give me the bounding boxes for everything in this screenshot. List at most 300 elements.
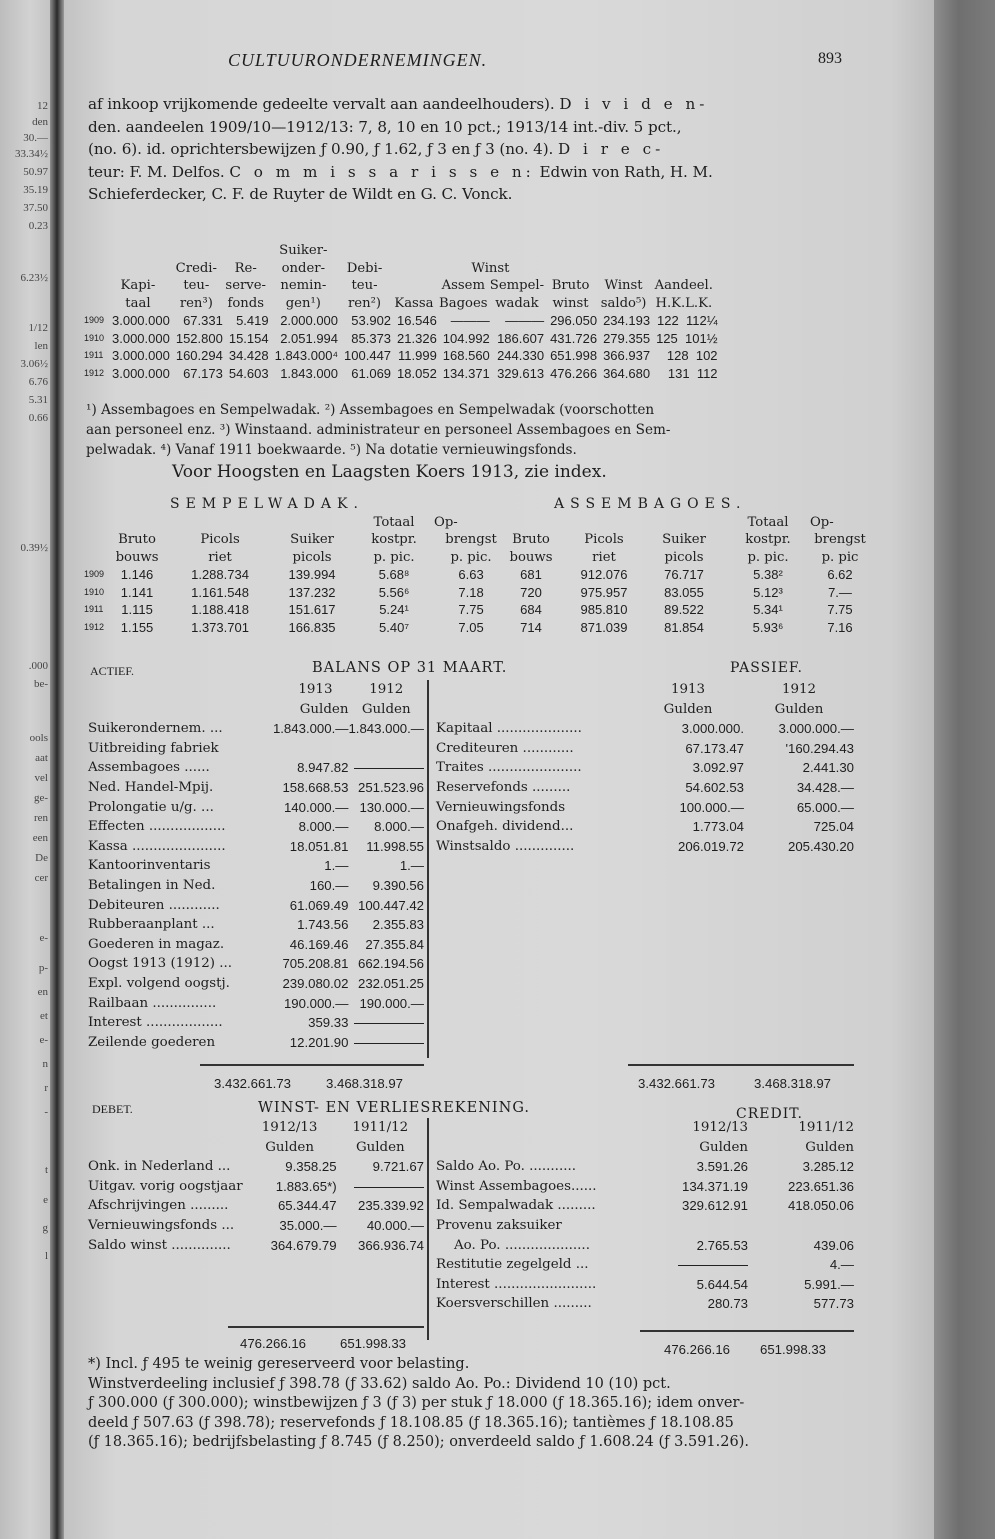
cell-kostpr: 5.93⁶ <box>752 619 784 635</box>
cell-kapitaal: 3.000.000 <box>112 365 170 381</box>
cell-suiker: 2.051.994 <box>280 330 339 346</box>
table-row <box>436 1196 854 1216</box>
table-row <box>496 566 870 584</box>
table-row <box>84 619 508 637</box>
row-label: Afschrijvingen ......... <box>88 1198 229 1214</box>
col-unit: Gulden <box>805 1139 854 1155</box>
row-label: Debiteuren ............ <box>88 897 220 913</box>
director-heading: D i r e c- <box>558 140 665 158</box>
col-year-2: 1911/12 <box>352 1120 409 1135</box>
col-header-ppic: p. pic. <box>373 549 415 565</box>
row-label: Kassa ...................... <box>88 838 226 854</box>
row-label: Vernieuwingsfonds ... <box>88 1217 235 1233</box>
cell-2: 577.73 <box>813 1296 854 1312</box>
col-header-ppic: p. pic. <box>450 549 492 565</box>
cell-reserve: 34.428 <box>228 348 269 363</box>
cell-laagste: 102 <box>695 348 718 363</box>
margin-fragment: 0.66 <box>28 412 48 424</box>
table-row <box>88 994 424 1014</box>
col-header-debiteuren: Debi- <box>346 260 383 276</box>
cell-assem: ——— <box>450 313 490 328</box>
col-header-totaal: Totaal <box>373 514 415 530</box>
cell-1913: 160.— <box>309 877 349 893</box>
table-row <box>88 1196 424 1216</box>
cell-1913: 3.000.000. <box>681 721 744 737</box>
row-label: Betalingen in Ned. <box>88 877 216 893</box>
margin-fragment: .000 <box>28 660 48 672</box>
cell-1913: 1.743.56 <box>297 917 349 933</box>
col-unit: Gulden <box>699 1139 748 1155</box>
cell-riet: 1.188.418 <box>191 602 249 617</box>
col-header-riet: riet <box>592 549 616 565</box>
cell-1913: 158.668.53 <box>282 779 349 795</box>
financial-history-table: Suiker- Credi- Re- onder- Debi- Winst Kapi- teu- serve- nemin- teu- Assem Sempel- Bruto Winst Aandeel. taal ren³) fonds gen¹) ren²) Kassa Bagoes wadak winst saldo⁵) H.K.L.K. 1909 3.000.000 67.331 5.419 2.000.000 53.902 16.546 ——— ——— 296.050 234.193 122 112¼ 1910 3.000.000 152.800 15.154 2.051.994 85.373 21.326 104.992 186.607 431.726 279.355 125 101½ 1911 3.000.000 160.294 34.428 1.843.000⁴ 100.447 11.999 168.560 244.330 651.998 366.937 128 102 1912 3.000.000 67.173 54.603 1.843.000 61.069 18.052 134.371 329.613 476.266 364.680 131 112 <box>84 243 718 381</box>
cell-laagste: 112¼ <box>685 313 718 328</box>
cell-sempel: 186.607 <box>497 330 545 346</box>
table-row <box>88 1013 424 1033</box>
col-header-sempel: Sempel- <box>489 278 545 293</box>
col-header-op: Op- <box>810 514 834 530</box>
cell-bruto: 720 <box>520 584 542 600</box>
row-label: Zeilende goederen <box>88 1034 216 1050</box>
col-unit: Gulden <box>361 701 411 717</box>
cell-1913: 206.019.72 <box>677 838 744 854</box>
cell-laagste: 112 <box>696 365 718 381</box>
margin-fragment: be- <box>33 678 48 690</box>
table-row <box>88 1157 424 1177</box>
table-row <box>88 876 424 896</box>
cell-riet: 1.288.734 <box>191 567 249 582</box>
row-label: Assembagoes ...... <box>88 760 210 776</box>
table-row <box>436 739 854 759</box>
cell-1912: 232.051.25 <box>357 975 424 991</box>
row-label: Rubberaanplant ... <box>88 917 215 933</box>
cell-assem: 134.371 <box>442 365 490 381</box>
cell-1912: 2.355.83 <box>372 917 424 933</box>
cell-opbrengst: 6.62 <box>827 567 853 582</box>
cell-1913: 1.773.04 <box>692 819 744 835</box>
table-row <box>436 1294 854 1314</box>
table-row <box>496 619 870 637</box>
cell-suiker: 139.994 <box>288 567 336 582</box>
empty-dash <box>678 1265 748 1266</box>
pl-credit-table <box>436 1118 854 1314</box>
table-row <box>88 856 424 876</box>
cell-debiteuren: 100.447 <box>344 348 392 363</box>
note-line: ƒ 300.000 (ƒ 300.000); winstbewijzen ƒ 3 (ƒ 3) per stuk ƒ 18.000 (ƒ 18.365.16); idem onver- <box>88 1395 745 1411</box>
cell-hoogste: 122 <box>657 313 679 328</box>
cell-suiker: 81.854 <box>664 619 704 635</box>
cell-kostpr: 5.34¹ <box>753 602 783 617</box>
row-label: Interest .................. <box>88 1015 223 1031</box>
cell-2: 418.050.06 <box>787 1198 854 1214</box>
cell-kostpr: 5.24¹ <box>379 602 409 617</box>
assembagoes-production <box>496 496 870 636</box>
cell-kostpr: 5.38² <box>753 567 783 582</box>
cell-1913: 359.33 <box>308 1015 349 1031</box>
col-year-1: 1912/13 <box>692 1120 748 1135</box>
col-header-bouws: bouws <box>509 549 553 565</box>
section-title: ASSEMBAGOES. <box>554 496 747 512</box>
cell-bruto: 296.050 <box>550 313 598 328</box>
margin-fragment: len <box>34 340 48 352</box>
row-label: Expl. volgend oogstj. <box>88 975 230 991</box>
row-label: Interest ........................ <box>436 1276 597 1292</box>
margin-fragment: p- <box>38 962 48 974</box>
cell-kapitaal: 3.000.000 <box>112 330 170 346</box>
cell-1913: 100.000.— <box>679 799 744 815</box>
row-label: Prolongatie u/g. ... <box>88 799 214 815</box>
total-debet-1: 476.266.16 <box>240 1336 307 1351</box>
cell-1912: 3.000.000.— <box>778 721 854 737</box>
table-row <box>88 758 424 778</box>
profit-distribution-notes <box>88 1355 868 1453</box>
cell-2: 223.651.36 <box>787 1178 854 1194</box>
cell-1: 3.591.26 <box>696 1159 748 1175</box>
margin-fragment: ools <box>29 732 48 744</box>
cell-bruto: 431.726 <box>550 330 598 346</box>
col-header-suiker: Suiker <box>290 532 334 547</box>
cell-bruto: 1.155 <box>120 619 154 635</box>
cell-bruto: 681 <box>520 567 542 582</box>
row-label: Saldo winst .............. <box>88 1237 231 1253</box>
row-label: Onafgeh. dividend... <box>436 819 574 835</box>
cell-riet: 871.039 <box>580 619 628 635</box>
col-header-bruto: Bruto <box>512 532 550 547</box>
commissioner-names: Edwin von Rath, H. M. <box>539 162 713 181</box>
empty-dash <box>354 1023 424 1024</box>
cell-1912: '160.294.43 <box>785 740 854 756</box>
cell-1912: 251.523.96 <box>357 779 424 795</box>
total-credit-1: 476.266.16 <box>664 1342 731 1357</box>
margin-fragment: n <box>42 1058 48 1070</box>
cell-1912: 190.000.— <box>359 995 424 1011</box>
table-row <box>88 915 424 935</box>
margin-fragment: - <box>44 1106 48 1118</box>
table-row <box>88 837 424 857</box>
row-year: 1910 <box>84 586 105 597</box>
running-header: CULTUURONDERNEMINGEN. <box>228 50 488 70</box>
total-actief-1913: 3.432.661.73 <box>214 1076 292 1091</box>
row-label: Winstsaldo .............. <box>436 838 575 854</box>
col-year-1: 1912/13 <box>261 1120 318 1135</box>
table-row <box>84 584 508 602</box>
debet-label: DEBET. <box>92 1102 133 1116</box>
table-row <box>84 566 508 584</box>
cell-1913: 61.069.49 <box>289 897 349 913</box>
cell-bruto: 714 <box>520 619 542 635</box>
col-header-brengst: brengst <box>814 532 866 547</box>
cell-kapitaal: 3.000.000 <box>112 348 170 363</box>
table-row <box>436 719 854 739</box>
cell-1913: 12.201.90 <box>289 1034 349 1050</box>
note-line: *) Incl. ƒ 495 te weinig gereserveerd voor belasting. <box>88 1356 470 1372</box>
table-row <box>436 1157 854 1177</box>
cell-suiker: 2.000.000 <box>280 313 339 328</box>
col-header-kostpr: kostpr. <box>371 532 417 547</box>
row-year: 1909 <box>84 315 105 325</box>
intro-line: af inkoop vrijkomende gedeelte vervalt aan aandeelhouders). <box>88 95 555 113</box>
section-title: SEMPELWADAK. <box>170 496 364 512</box>
col-header-kassa: Kassa <box>394 295 434 311</box>
margin-fragment: 5.31 <box>28 394 48 406</box>
cell-koers <box>650 330 717 348</box>
margin-fragment: e- <box>39 932 48 944</box>
cell-1913: 46.169.46 <box>289 936 349 952</box>
cell-kostpr: 5.68⁸ <box>378 567 410 582</box>
cell-assem: 104.992 <box>442 330 490 346</box>
margin-fragment: t <box>44 1164 48 1176</box>
cell-reserve: 15.154 <box>228 330 269 346</box>
intro-line: (no. 6). id. oprichtersbewijzen ƒ 0.90, ƒ 1.62, ƒ 3 en ƒ 3 (no. 4). <box>88 140 554 158</box>
cell-1: 280.73 <box>707 1296 748 1312</box>
cell-bruto: 1.115 <box>121 602 153 617</box>
col-header-picols: Picols <box>584 532 624 547</box>
row-label: Koersverschillen ......... <box>436 1296 592 1312</box>
col-header-hklk: H.K.L.K. <box>655 295 713 311</box>
margin-fragment: ren <box>33 812 48 824</box>
cell-1: 5.644.54 <box>696 1276 748 1292</box>
margin-fragment: 12 <box>37 100 48 112</box>
assembagoes-table <box>496 514 870 637</box>
intro-line: Schieferdecker, C. F. de Ruyter de Wildt en G. C. Vonck. <box>88 185 513 203</box>
row-year: 1910 <box>84 332 105 343</box>
cell-debiteuren: 61.069 <box>351 365 392 381</box>
cell-2: 439.06 <box>813 1237 854 1253</box>
table-row <box>84 312 718 330</box>
total-passief-1913: 3.432.661.73 <box>638 1076 716 1091</box>
cell-1912: 662.194.56 <box>357 956 424 972</box>
margin-fragment: den <box>32 116 48 128</box>
cell-bruto: 1.146 <box>120 567 154 582</box>
cell-koers <box>650 365 717 383</box>
note-line: deeld ƒ 507.63 (ƒ 398.78); reservefonds ƒ 18.108.85 (ƒ 18.365.16); tantièmes ƒ 18.108.85 <box>88 1414 734 1431</box>
row-label: Kapitaal .................... <box>436 721 582 737</box>
margin-fragment: 3.06½ <box>20 358 48 370</box>
margin-fragment: 33.34½ <box>15 148 48 160</box>
col-header-kapitaal: Kapi- <box>120 278 156 293</box>
col-unit: Gulden <box>265 1139 314 1155</box>
cell-2: 9.721.67 <box>372 1159 424 1175</box>
row-year: 1911 <box>84 350 104 360</box>
cell-1912: 130.000.— <box>359 799 424 815</box>
cell-kapitaal: 3.000.000 <box>112 313 170 328</box>
cell-1913: 239.080.02 <box>282 975 349 991</box>
cell-opbrengst: 7.75 <box>827 602 853 617</box>
cell-2: 3.285.12 <box>802 1159 854 1175</box>
row-label: Provenu zaksuiker <box>436 1217 562 1233</box>
cell-1913: 67.173.47 <box>685 740 744 756</box>
actief-label: ACTIEF. <box>90 664 135 678</box>
cell-kassa: 11.999 <box>398 348 437 363</box>
cell-sempel: 329.613 <box>497 365 545 381</box>
cell-saldo: 234.193 <box>603 313 651 328</box>
col-header-bruto: Bruto <box>551 278 590 293</box>
cell-1912: 8.000.— <box>374 819 424 835</box>
table-row <box>84 347 718 365</box>
col-header-picols-unit: picols <box>664 549 704 565</box>
margin-fragment: r <box>44 1082 48 1094</box>
table-row <box>436 837 854 857</box>
cell-riet: 1.373.701 <box>191 619 249 635</box>
row-label: Effecten .................. <box>88 819 226 835</box>
cell-1913: 705.208.81 <box>282 956 349 972</box>
table-row <box>88 798 424 818</box>
footnote-line: aan personeel enz. ³) Winstaand. administrateur en personeel Assembagoes en Sem- <box>86 422 671 438</box>
balance-divider <box>427 680 429 1058</box>
col-header-assem: Assem <box>441 278 485 293</box>
cell-1912: 27.355.84 <box>365 936 424 952</box>
row-label: Winst Assembagoes...... <box>436 1178 597 1194</box>
cell-suiker: 76.717 <box>664 567 704 582</box>
cell-1913: 18.051.81 <box>289 838 349 854</box>
row-label: Vernieuwingsfonds <box>436 799 566 815</box>
margin-fragment: e <box>43 1194 48 1206</box>
facing-page-edge <box>0 0 50 1539</box>
cell-hoogste: 131 <box>667 365 690 381</box>
col-unit: Gulden <box>774 701 824 717</box>
row-year: 1911 <box>84 604 104 614</box>
table-row <box>88 719 424 739</box>
commissioners-heading: C o m m i s s a r i s s e n: <box>229 162 535 181</box>
cell-kostpr: 5.40⁷ <box>379 619 410 635</box>
cell-opbrengst: 7.05 <box>458 619 484 635</box>
cell-saldo: 366.937 <box>603 348 651 363</box>
cell-opbrengst: 7.18 <box>458 584 484 600</box>
row-label: Crediteuren ............ <box>436 740 574 756</box>
margin-fragment: vel <box>34 772 48 784</box>
row-label: Saldo Ao. Po. ........... <box>436 1159 576 1175</box>
koers-note: Voor Hoogsten en Laagsten Koers 1913, zie index. <box>172 462 607 482</box>
col-header-op: Op- <box>434 514 458 530</box>
cell-1912: 100.447.42 <box>357 897 424 913</box>
sempelwadak-table <box>84 514 508 637</box>
cell-sempel: ——— <box>505 313 545 328</box>
col-header-picols-unit: picols <box>292 549 332 565</box>
table-row <box>88 1216 424 1236</box>
row-label: Uitbreiding fabriek <box>88 740 219 756</box>
row-label: Ao. Po. .................... <box>454 1237 590 1253</box>
balance-actief-table <box>88 680 424 1052</box>
note-line: (ƒ 18.365.16); bedrijfsbelasting ƒ 8.745 (ƒ 8.250); onverdeeld saldo ƒ 1.608.24 (ƒ 3.591.26). <box>88 1434 749 1450</box>
cell-crediteuren: 160.294 <box>175 348 223 363</box>
passief-label: PASSIEF. <box>730 660 803 676</box>
table-row <box>436 758 854 778</box>
cell-reserve: 54.603 <box>228 365 269 381</box>
cell-riet: 1.161.548 <box>191 584 249 600</box>
cell-1: 35.000.— <box>279 1217 337 1233</box>
cell-1912: 11.998.55 <box>366 838 424 854</box>
intro-line: teur: F. M. Delfos. <box>88 162 225 181</box>
cell-suiker: 151.617 <box>288 602 336 617</box>
table-row <box>436 1275 854 1295</box>
dividends-heading: D i v i d e n- <box>559 95 709 113</box>
total-rule <box>200 1064 424 1066</box>
col-header-reserve: Re- <box>234 260 257 276</box>
margin-fragment: 50.97 <box>23 166 48 178</box>
margin-fragment: 37.50 <box>23 202 48 214</box>
margin-fragment: g <box>42 1222 48 1234</box>
cell-bruto: 1.141 <box>120 584 154 600</box>
row-label: Id. Sempalwadak ......... <box>436 1198 596 1214</box>
row-label: Oogst 1913 (1912) ... <box>88 956 233 972</box>
balance-title: BALANS OP 31 MAART. <box>312 660 508 676</box>
cell-kostpr: 5.56⁶ <box>378 584 410 600</box>
row-label: Ned. Handel-Mpij. <box>88 779 214 795</box>
cell-1913: 54.602.53 <box>685 779 744 795</box>
table-row <box>84 330 718 348</box>
table-row <box>436 1216 854 1236</box>
margin-fragment: 6.23½ <box>20 272 48 284</box>
col-unit: Gulden <box>355 1139 405 1155</box>
cell-suiker: 137.232 <box>288 584 336 600</box>
cell-saldo: 279.355 <box>603 330 651 346</box>
cell-1912: 1.843.000.— <box>348 721 424 737</box>
margin-fragment: 35.19 <box>23 184 48 196</box>
cell-laagste: 101½ <box>685 330 718 346</box>
cell-opbrengst: 7.16 <box>827 619 853 635</box>
row-label: Onk. in Nederland ... <box>88 1159 231 1175</box>
row-label: Railbaan ............... <box>88 995 217 1011</box>
col-header-suiker: Suiker <box>662 532 706 547</box>
footnote-line: pelwadak. ⁴) Vanaf 1911 boekwaarde. ⁵) Na dotatie vernieuwingsfonds. <box>86 442 577 458</box>
cell-1912: 205.430.20 <box>787 838 854 854</box>
cell-1913: 3.092.97 <box>692 760 744 776</box>
table-row <box>436 1236 854 1256</box>
cell-1912: 2.441.30 <box>802 760 854 776</box>
col-header-riet: riet <box>208 549 232 565</box>
table-row <box>84 365 718 383</box>
cell-riet: 912.076 <box>580 567 628 582</box>
cell-1912: 65.000.— <box>796 799 854 815</box>
col-year-1913: 1913 <box>298 682 333 697</box>
total-credit-2: 651.998.33 <box>760 1342 827 1357</box>
cell-1: 134.371.19 <box>681 1178 748 1194</box>
table-row <box>88 817 424 837</box>
margin-fragment: De <box>35 852 48 864</box>
cell-1912: 1.— <box>399 858 424 874</box>
pl-divider <box>427 1118 429 1340</box>
total-rule <box>628 1064 854 1066</box>
credit-label: CREDIT. <box>736 1106 803 1122</box>
empty-dash <box>354 1043 424 1044</box>
cell-debiteuren: 85.373 <box>351 330 392 346</box>
row-year: 1909 <box>84 569 105 579</box>
cell-2: 366.936.74 <box>357 1237 424 1253</box>
col-year-1913: 1913 <box>670 682 706 697</box>
col-header-picols: Picols <box>200 532 240 547</box>
cell-saldo: 364.680 <box>603 365 651 381</box>
margin-fragment: aat <box>35 752 48 764</box>
cell-1913: 140.000.— <box>283 799 349 815</box>
row-label: Suikerondernem. ... <box>88 721 223 737</box>
cell-2: 40.000.— <box>366 1217 424 1233</box>
cell-reserve: 5.419 <box>236 313 269 328</box>
cell-1: 329.612.91 <box>681 1198 748 1214</box>
col-header-winst-saldo: Winst <box>604 278 643 293</box>
col-unit: Gulden <box>663 701 713 717</box>
sempelwadak-production <box>84 496 508 636</box>
table-row <box>84 601 508 619</box>
cell-sempel: 244.330 <box>497 348 545 363</box>
cell-2: 5.991.— <box>804 1276 854 1292</box>
cell-suiker: 1.843.000⁴ <box>274 348 339 363</box>
page-edge-shadow <box>934 0 995 1539</box>
footnote-line: ¹) Assembagoes en Sempelwadak. ²) Assembagoes en Sempelwadak (voorschotten <box>86 402 655 418</box>
cell-suiker: 89.522 <box>664 602 704 617</box>
col-header-aandeel: Aandeel. <box>654 278 713 293</box>
margin-fragment: en <box>37 986 48 998</box>
